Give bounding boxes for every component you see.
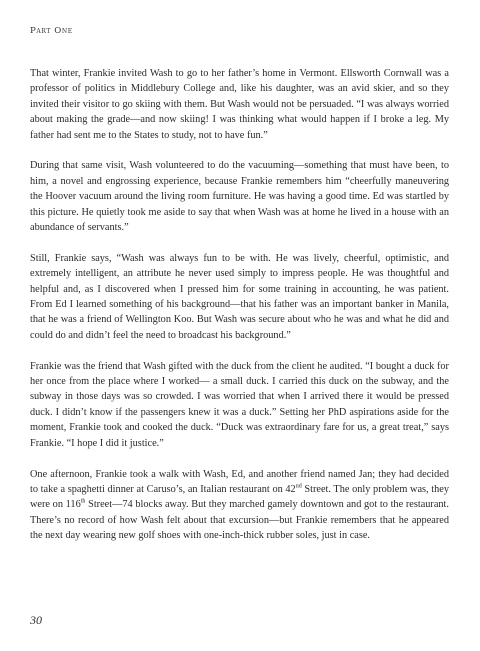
ordinal-suffix: th xyxy=(80,498,86,505)
page-number: 30 xyxy=(30,613,42,627)
ordinal-suffix: nd xyxy=(295,483,302,490)
paragraph: That winter, Frankie invited Wash to go to her father’s home in Vermont. Ellsworth Cornwall was a professor of politics in Middlebury College and, like his daughter, was an avid skier, and so they invited their visitor to go skiing with them. But Wash would not be persuaded. “I was always worried about making the grade—and now skiing! I was thinking what would happen if I broke a leg. My father had sent me to the States to study, not to have fun.” xyxy=(30,68,449,141)
text-run: Street—74 blocks away. But they marched gamely downtown and got to the restaurant. There’s no record of how Wash felt about that excursion—but Frankie remembers that he appeared the next day wearing new golf shoes with one-inch-thick rubber soles, just in case. xyxy=(30,499,449,542)
running-head: Part One xyxy=(30,26,73,36)
paragraph: During that same visit, Wash volunteered to do the vacuuming—something that must have been, to him, a novel and engrossing experience, because Frankie remembers him “cheerfully maneuvering the Hoover vacuum around the living room furniture. He was having a good time. Ed was startled by this picture. He quietly took me aside to say that when Wash was at home he lived in a house with an abundance of servants.” xyxy=(30,160,449,234)
paragraph-last xyxy=(30,467,449,544)
body-text xyxy=(30,66,449,559)
text-run: One afternoon, Frankie took a walk with Wash, Ed, and another friend named Jan; they had decided to take a spaghetti dinner at Caruso’s, an Italian restaurant on 42 xyxy=(30,468,449,495)
paragraph: Still, Frankie says, “Wash was always fun to be with. He was lively, cheerful, optimistic, and extremely intelligent, an attribute he never used simply to impress people. He was thoughtful and helpful and, as I discovered when I pressed him for some training in accounting, he was patient. From Ed I learned something of his background—that his father was an important banker in Manila, that he was a friend of Wellington Koo. But Wash was secure about who he was and what he did and could do and didn’t feel the need to broadcast his background.” xyxy=(30,252,449,341)
text-run: Street. The only problem was, they were on 116 xyxy=(30,483,450,511)
paragraph: Frankie was the friend that Wash gifted with the duck from the client he audited. “I bought a duck for her once from the place where I worked— a small duck. I carried this duck on the subway, and the subway in those days was so crowded. I was worried that when I arrived there it would be pressed duck. I didn’t know if the passengers knew it was a duck.” Setting her PhD aspirations aside for the moment, Frankie took and cooked the duck. “Duck was extraordinary fare for us, a great treat,” says Frankie. “I hope I did it justice.” xyxy=(30,360,449,449)
